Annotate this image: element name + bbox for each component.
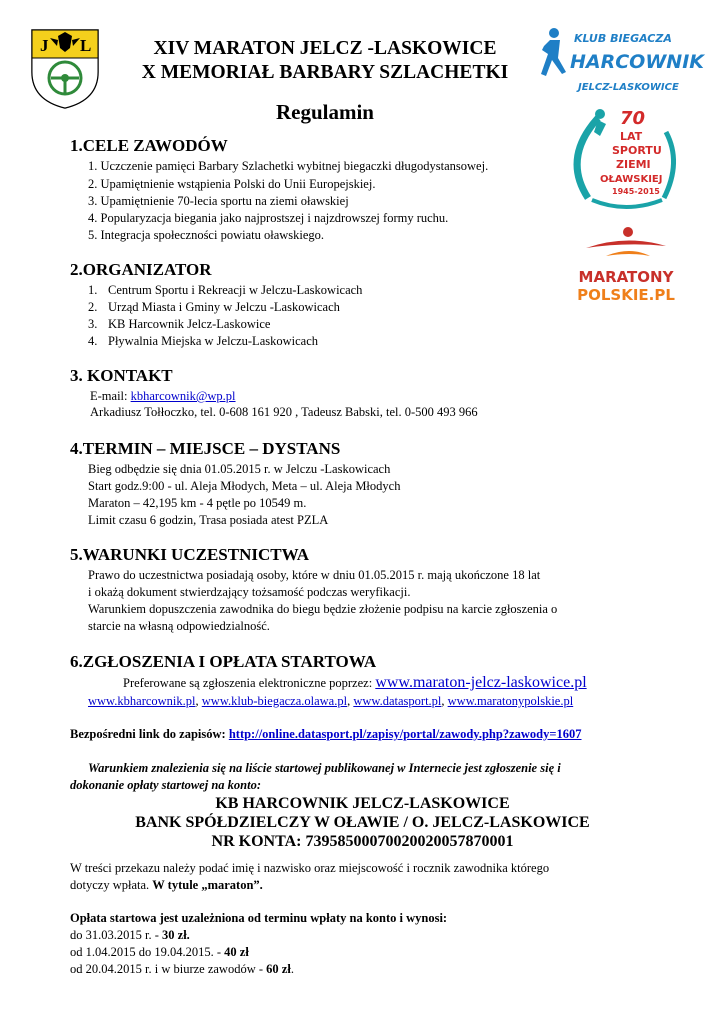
- preferred-text: Preferowane są zgłoszenia elektroniczne poprzez:: [123, 676, 376, 690]
- crest-logo: [30, 28, 100, 110]
- seventy-line2: SPORTU: [612, 144, 662, 157]
- fee-period: do 31.03.2015 r. -: [70, 928, 163, 942]
- schedule-line-3: Maraton – 42,195 km - 4 pętle po 10549 m.: [88, 496, 307, 510]
- links-line: [88, 694, 573, 709]
- fee-suffix: .: [290, 962, 294, 976]
- link-separator: ,: [441, 694, 448, 708]
- klub-line2: HARCOWNIK: [570, 51, 704, 73]
- title-line1: XIV MARATON JELCZ -LASKOWICE: [153, 38, 497, 59]
- transfer-title-note: W tytule „maraton”.: [152, 878, 263, 892]
- organizer-item-1: [88, 283, 363, 298]
- organizer-num: 3.: [88, 317, 98, 331]
- maratony-line1: MARATONY: [578, 268, 674, 286]
- fee-heading: Opłata startowa jest uzależniona od terminu wpłaty na konto i wynosi:: [70, 911, 448, 925]
- payment-condition-line-2: dokonanie opłaty startowej na konto:: [70, 778, 261, 792]
- goal-item-2: 2. Upamiętnienie wstąpienia Polski do Unii Europejskiej.: [88, 177, 376, 191]
- transfer-note-line-1: W treści przekazu należy podać imię i nazwisko oraz miejscowość i rocznik zawodnika którego: [70, 861, 550, 875]
- email-line: [90, 389, 236, 404]
- organizer-num: 2.: [88, 300, 98, 314]
- goal-item-1: 1. Uczczenie pamięci Barbary Szlachetki wybitnej biegaczki długodystansowej.: [88, 159, 489, 173]
- organizer-text: Urząd Miasta i Gminy w Jelczu -Laskowicach: [108, 300, 340, 314]
- organizer-item-3: [88, 317, 271, 332]
- crest-letter-j: J: [40, 36, 49, 55]
- organizer-item-4: [88, 334, 319, 349]
- transfer-note-line-2: [70, 878, 263, 893]
- main-registration-link[interactable]: www.maraton-jelcz-laskowice.pl: [375, 674, 587, 691]
- conditions-line-3: Warunkiem dopuszczenia zawodnika do biegu będzie złożenie podpisu na karcie zgłoszenia o: [88, 602, 558, 616]
- organizer-text: Centrum Sportu i Rekreacji w Jelczu-Laskowicach: [108, 283, 363, 297]
- organizer-text: Pływalnia Miejska w Jelczu-Laskowicach: [108, 334, 319, 348]
- schedule-line-1: Bieg odbędzie się dnia 01.05.2015 r. w Jelczu -Laskowicach: [88, 462, 391, 476]
- klub-line1: KLUB BIEGACZA: [574, 32, 672, 45]
- link-separator: ,: [347, 694, 354, 708]
- link-maratonypolskie[interactable]: www.maratonypolskie.pl: [447, 694, 574, 708]
- section2-heading: 2.ORGANIZATOR: [70, 260, 212, 279]
- section1-heading: 1.CELE ZAWODÓW: [70, 136, 228, 155]
- fee-amount: 40 zł: [224, 945, 249, 959]
- schedule-line-4: Limit czasu 6 godzin, Trasa posiada atest PZLA: [88, 513, 329, 527]
- direct-link-label: Bezpośredni link do zapisów:: [70, 727, 229, 741]
- transfer-note-text: dotyczy wpłata.: [70, 878, 153, 892]
- fee-line-2: [70, 945, 249, 960]
- seventy-years: 1945-2015: [612, 187, 660, 196]
- goal-item-5: 5. Integracja społeczności powiatu oławskiego.: [88, 228, 325, 242]
- conditions-line-1: Prawo do uczestnictwa posiadają osoby, które w dniu 01.05.2015 r. mają ukończone 18 lat: [88, 568, 541, 582]
- seventy-years-logo: [570, 102, 682, 216]
- maratony-line2: POLSKIE.PL: [577, 286, 675, 304]
- maratony-polskie-logo: [566, 226, 686, 306]
- fee-period: od 20.04.2015 r. i w biurze zawodów -: [70, 962, 267, 976]
- bank-account-number: NR KONTA: 73958500070020020057870001: [211, 833, 514, 850]
- title-line2: X MEMORIAŁ BARBARY SZLACHETKI: [141, 62, 509, 83]
- email-link[interactable]: kbharcownik@wp.pl: [130, 389, 236, 403]
- bank-account-name: KB HARCOWNIK JELCZ-LASKOWICE: [215, 795, 510, 812]
- organizer-num: 4.: [88, 334, 98, 348]
- fee-line-1: [70, 928, 190, 943]
- klub-line3: JELCZ-LASKOWICE: [578, 82, 679, 93]
- section5-heading: 5.WARUNKI UCZESTNICTWA: [70, 545, 309, 564]
- klub-biegacza-logo: [538, 24, 704, 100]
- goal-item-4: 4. Popularyzacja biegania jako najprostszej i najzdrowszej formy ruchu.: [88, 211, 449, 225]
- runner-swoosh-icon: [586, 227, 666, 256]
- fee-line-3: [70, 962, 294, 977]
- goal-item-3: 3. Upamiętnienie 70-lecia sportu na ziemi oławskiej: [88, 194, 349, 208]
- direct-registration-link[interactable]: http://online.datasport.pl/zapisy/portal/zawody.php?zawody=1607: [228, 727, 582, 741]
- organizer-num: 1.: [88, 283, 98, 297]
- fee-amount: 30 zł.: [162, 928, 190, 942]
- document-subtitle: Regulamin: [275, 100, 374, 124]
- schedule-line-2: Start godz.9:00 - ul. Aleja Młodych, Meta – ul. Aleja Młodych: [88, 479, 401, 493]
- section3-heading: 3. KONTAKT: [70, 366, 173, 385]
- payment-condition-line-1: Warunkiem znalezienia się na liście startowej publikowanej w Internecie jest zgłoszenie się i: [88, 761, 561, 775]
- seventy-line3: ZIEMI: [616, 158, 651, 171]
- seventy-line1: LAT: [620, 130, 643, 143]
- seventy-line4: OŁAWSKIEJ: [600, 174, 663, 185]
- section6-heading: 6.ZGŁOSZENIA I OPŁATA STARTOWA: [70, 652, 377, 671]
- link-kbharcownik[interactable]: www.kbharcownik.pl: [88, 694, 196, 708]
- section4-heading: 4.TERMIN – MIEJSCE – DYSTANS: [70, 439, 341, 458]
- fee-amount: 60 zł: [266, 962, 291, 976]
- preferred-line: [123, 674, 587, 692]
- seventy-number: 70: [620, 108, 646, 129]
- email-label: E-mail:: [90, 389, 131, 403]
- contacts-line: Arkadiusz Tołłoczko, tel. 0-608 161 920 , Tadeusz Babski, tel. 0-500 493 966: [90, 405, 478, 419]
- link-separator: ,: [195, 694, 202, 708]
- organizer-item-2: [88, 300, 340, 315]
- conditions-line-2: i okażą dokument stwierdzający tożsamość podczas weryfikacji.: [88, 585, 411, 599]
- runner-icon: [541, 28, 566, 76]
- direct-link-line: [70, 727, 582, 742]
- crest-letter-l: L: [80, 36, 92, 55]
- bank-name: BANK SPÓŁDZIELCZY W OŁAWIE / O. JELCZ-LASKOWICE: [135, 814, 590, 831]
- link-datasport[interactable]: www.datasport.pl: [353, 694, 442, 708]
- link-klub-biegacza[interactable]: www.klub-biegacza.olawa.pl: [201, 694, 348, 708]
- fee-period: od 1.04.2015 do 19.04.2015. -: [70, 945, 225, 959]
- organizer-text: KB Harcownik Jelcz-Laskowice: [108, 317, 271, 331]
- conditions-line-4: starcie na własną odpowiedzialność.: [88, 619, 270, 633]
